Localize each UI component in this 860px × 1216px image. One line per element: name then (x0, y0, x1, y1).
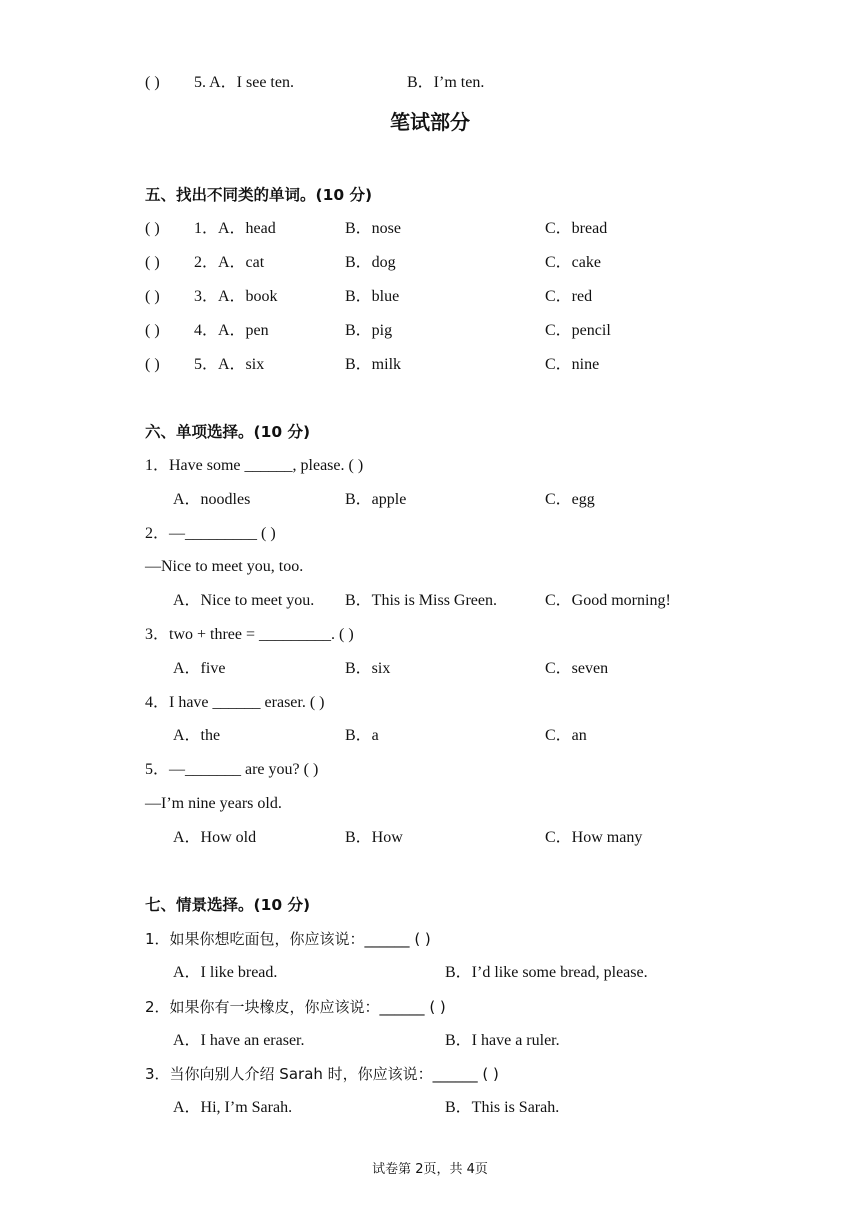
question-stem: 4．I have ______ eraser. ( ) (145, 694, 325, 711)
question-option-c: C．Good morning! (545, 592, 671, 609)
question-option-b: B．apple (345, 491, 407, 508)
question-option-b: B．I have a ruler. (445, 1032, 560, 1049)
question-option-a: A．Hi, I’m Sarah. (173, 1099, 293, 1116)
question-option-a: 2．A．cat (194, 254, 265, 271)
answer-paren: ( ) (145, 322, 160, 339)
question-option-b: B．milk (345, 356, 402, 373)
question-option-b: B．a (345, 727, 379, 744)
question-option-a: 4．A．pen (194, 322, 269, 339)
question-option-c: C．red (545, 288, 593, 305)
question-option-c: C．cake (545, 254, 601, 271)
question-stem: 1．Have some ______, please. ( ) (145, 457, 364, 474)
question-option-c: C．egg (545, 491, 595, 508)
question-option-a: 3．A．book (194, 288, 278, 305)
question-reply: —I’m nine years old. (145, 795, 282, 812)
question-stem: 3．two + three = _________. ( ) (145, 626, 354, 643)
section-heading-7: 七、情景选择。(10 分) (145, 896, 311, 914)
question-option-b: B．This is Sarah. (445, 1099, 560, 1116)
question-reply: —Nice to meet you, too. (145, 558, 304, 575)
question-option-a: A．five (173, 660, 226, 677)
page-footer: 试卷第 2页，共 4页 (372, 1162, 488, 1177)
question-option-b: B．I’d like some bread, please. (445, 964, 648, 981)
section-heading-5: 五、找出不同类的单词。(10 分) (145, 186, 373, 204)
question-option-c: C．pencil (545, 322, 611, 339)
page-title: 笔试部分 (390, 110, 470, 134)
question-option-b: B．How (345, 829, 403, 846)
answer-paren: ( ) (145, 74, 160, 91)
question-option-a: A．I like bread. (173, 964, 278, 981)
question-option-b: B．dog (345, 254, 396, 271)
question-option-a: A．noodles (173, 491, 251, 508)
question-option-a: 5．A．six (194, 356, 265, 373)
question-option-a: A．I have an eraser. (173, 1032, 305, 1049)
question-stem: 1．如果你想吃面包，你应该说：______ ( ) (145, 930, 431, 948)
question-stem: 3．当你向别人介绍 Sarah 时，你应该说：______ ( ) (145, 1065, 499, 1083)
question-option-b: B．blue (345, 288, 400, 305)
question-option-b: B．This is Miss Green. (345, 592, 498, 609)
section-heading-6: 六、单项选择。(10 分) (145, 423, 311, 441)
question-option-a: 1．A．head (194, 220, 276, 237)
question-option-b: B．nose (345, 220, 402, 237)
question-stem: 5．—_______ are you? ( ) (145, 761, 319, 778)
question-stem: 2．如果你有一块橡皮，你应该说：______ ( ) (145, 998, 446, 1016)
question-stem: 2．—_________ ( ) (145, 525, 276, 542)
answer-paren: ( ) (145, 254, 160, 271)
question-option-c: C．bread (545, 220, 608, 237)
question-option-b: B．six (345, 660, 391, 677)
question-option-c: C．seven (545, 660, 609, 677)
question-option-b: B．pig (345, 322, 393, 339)
answer-paren: ( ) (145, 288, 160, 305)
question-option-c: C．nine (545, 356, 600, 373)
question-option-a: A．the (173, 727, 221, 744)
question-option-c: C．How many (545, 829, 643, 846)
answer-paren: ( ) (145, 356, 160, 373)
question-option-a: A．Nice to meet you. (173, 592, 315, 609)
question-option-a: 5. A．I see ten. (194, 74, 294, 91)
question-option-b: B．I’m ten. (407, 74, 485, 91)
question-option-c: C．an (545, 727, 587, 744)
answer-paren: ( ) (145, 220, 160, 237)
question-option-a: A．How old (173, 829, 257, 846)
